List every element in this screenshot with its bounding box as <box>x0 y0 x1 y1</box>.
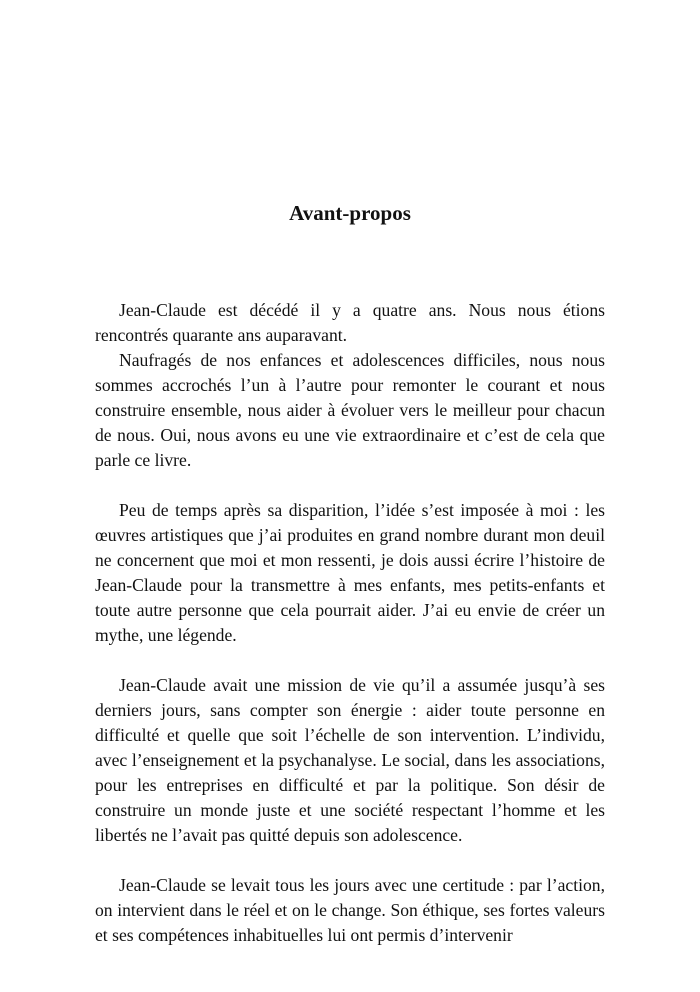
paragraph: Jean-Claude avait une mission de vie qu’il a assumée jusqu’à ses derniers jours, sans compter son énergie : aider toute personne en difficulté et quelle que soit l’échelle de son intervention. L’individu, avec l’enseignement et la psychanalyse. Le social, dans les associations, pour les entreprises en difficulté et par la politique. Son désir de construire un monde juste et une société respectant l’homme et les libertés ne l’avait pas quitté depuis son adolescence. <box>95 675 605 845</box>
paragraph: Jean-Claude se levait tous les jours avec une certitude : par l’action, on intervient dans le réel et on le change. Son éthique, ses fortes valeurs et ses compétences inhabituelles lui ont permis d’intervenir <box>95 875 605 945</box>
paragraph: Naufragés de nos enfances et adolescences difficiles, nous nous sommes accrochés l’un à l’autre pour remonter le courant et nous construire ensemble, nous aider à évoluer vers le meilleur pour chacun de nous. Oui, nous avons eu une vie extraordinaire et c’est de cela que parle ce livre. <box>95 350 605 470</box>
page-title: Avant-propos <box>289 201 411 225</box>
paragraph: Peu de temps après sa disparition, l’idée s’est imposée à moi : les œuvres artistiques que j’ai produites en grand nombre durant mon deuil ne concernent que moi et mon ressenti, je dois aussi écrire l’histoire de Jean-Claude pour la transmettre à mes enfants, mes petits-enfants et toute autre personne que cela pourrait aider. J’ai eu envie de créer un mythe, une légende. <box>95 500 605 645</box>
body-text <box>95 298 605 948</box>
paragraph: Jean-Claude est décédé il y a quatre ans. Nous nous étions rencontrés quarante ans auparavant. <box>95 300 605 345</box>
